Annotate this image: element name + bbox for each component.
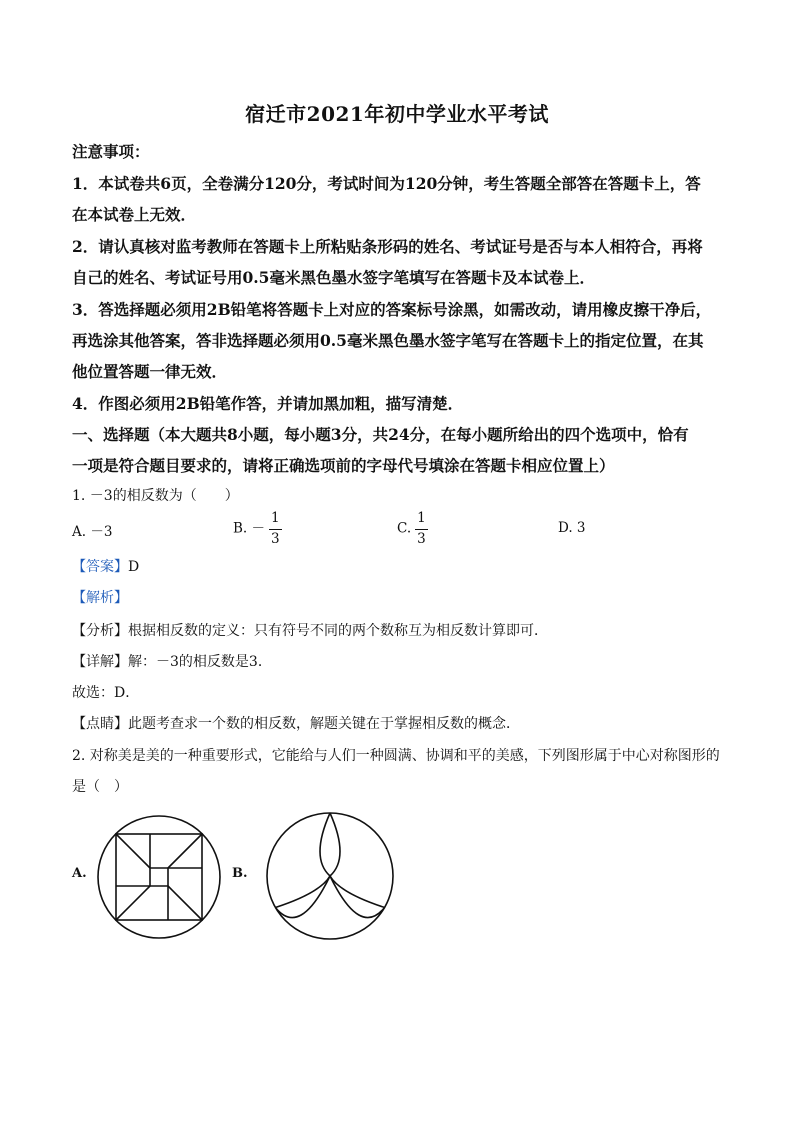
fenxi-tag: 【分析】	[72, 623, 128, 639]
notice-item-1a: 1．本试卷共6页，全卷满分120分，考试时间为120分钟，考生答题全部答在答题卡上，答	[72, 174, 701, 193]
analysis-tag: 【解析】	[72, 590, 128, 606]
dianjing-text: 此题考查求一个数的相反数，解题关键在于掌握相反数的概念．	[128, 716, 520, 732]
notice-item-1b: 在本试卷上无效．	[72, 205, 197, 224]
q1-option-b	[233, 512, 282, 546]
section-heading-line1: 一、选择题（本大题共8小题，每小题3分，共24分，在每小题所给出的四个选项中，恰有	[72, 425, 689, 444]
q1-option-b-fraction	[269, 512, 282, 546]
q1-option-c	[397, 512, 428, 546]
page-title: 宿迁市2021年初中学业水平考试	[245, 102, 549, 126]
xiangjie-text: 解：－3的相反数是3．	[128, 654, 272, 670]
q1-option-a: A. －3	[72, 524, 113, 540]
notice-item-3b: 再选涂其他答案，答非选择题必须用0.5毫米黑色墨水签字笔写在答题卡上的指定位置，在其	[72, 331, 704, 350]
fraction-denominator: 3	[271, 530, 280, 547]
q1-fenxi	[72, 620, 732, 640]
notice-item-3c: 他位置答题一律无效．	[72, 362, 228, 381]
answer-tag: 【答案】	[72, 559, 128, 575]
q1-xiangjie	[72, 651, 732, 671]
notice-heading: 注意事项：	[72, 142, 150, 161]
fraction-denominator: 3	[417, 530, 426, 547]
figure-a-circle-square-pinwheel	[94, 812, 224, 942]
notice-item-2a: 2．请认真核对监考教师在答题卡上所粘贴条形码的姓名、考试证号是否与本人相符合，再将	[72, 237, 703, 256]
section-heading-line2: 一项是符合题目要求的，请将正确选项前的字母代号填涂在答题卡相应位置上）	[72, 456, 615, 475]
q1-option-d: D. 3	[558, 520, 586, 536]
figure-a-label: A.	[72, 866, 87, 881]
q1-answer	[72, 556, 732, 576]
q1-option-c-prefix: C.	[397, 520, 412, 537]
notice-item-2b: 自己的姓名、考试证号用0.5毫米黑色墨水签字笔填写在答题卡及本试卷上．	[72, 268, 595, 287]
question-2-stem-line2: 是（ ）	[72, 779, 128, 795]
q1-option-b-prefix: B. －	[233, 520, 266, 537]
xiangjie-tag: 【详解】	[72, 654, 128, 670]
q1-dianjing	[72, 713, 732, 733]
question-2-stem-line1: 2. 对称美是美的一种重要形式，它能给与人们一种圆满、协调和平的美感，下列图形属于中心对称图形的	[72, 748, 720, 764]
fenxi-text: 根据相反数的定义：只有符号不同的两个数称互为相反数计算即可．	[128, 623, 548, 639]
answer-value: D	[128, 559, 140, 575]
notice-item-3a: 3．答选择题必须用2B铅笔将答题卡上对应的答案标号涂黑，如需改动，请用橡皮擦干净后，	[72, 300, 712, 319]
fraction-numerator: 1	[271, 510, 280, 526]
figure-b-circle-three-arcs	[262, 808, 398, 944]
q1-choose: 故选：D．	[72, 685, 140, 701]
figure-b-label: B.	[232, 866, 248, 881]
notice-item-4: 4．作图必须用2B铅笔作答，并请加黑加粗，描写清楚．	[72, 394, 464, 413]
question-1-stem: 1. －3的相反数为（ ）	[72, 488, 239, 504]
q1-analysis	[72, 587, 732, 607]
fraction-numerator: 1	[417, 510, 426, 526]
dianjing-tag: 【点睛】	[72, 716, 128, 732]
q1-option-c-fraction	[415, 512, 428, 546]
